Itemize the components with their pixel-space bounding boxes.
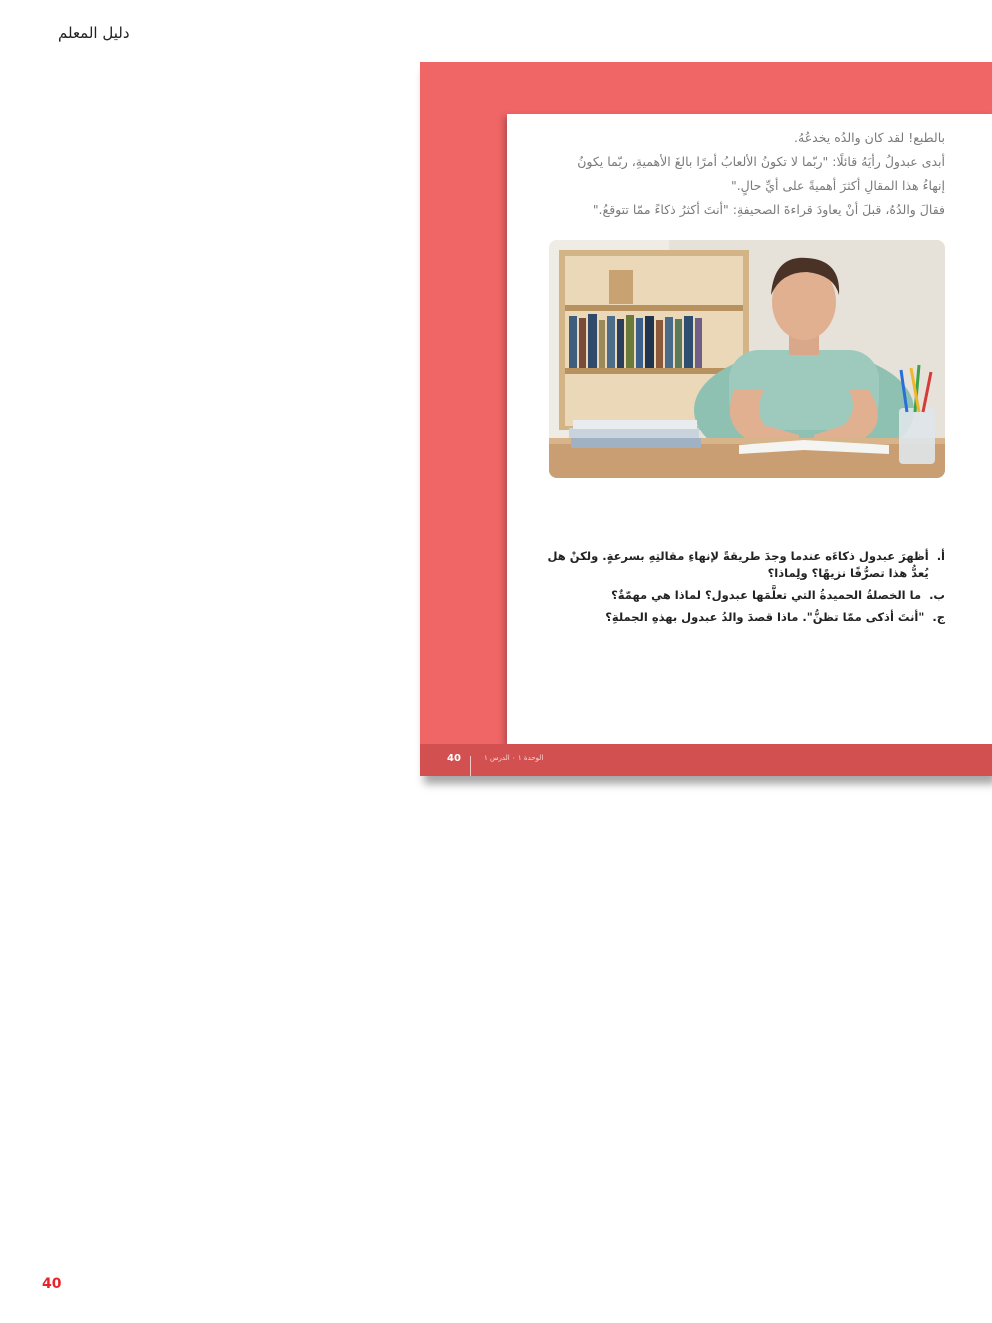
book-footer — [420, 744, 992, 776]
question-text: "أنتَ أذكى ممّا تظنُّ". ماذا قصدَ والدُ عبدول بهذهِ الجملةِ؟ — [605, 610, 925, 624]
question-label: أ. — [936, 549, 945, 563]
guide-title: دليل المعلم — [58, 24, 130, 42]
question-label: ب. — [929, 588, 945, 602]
story-line: إنهاءُ هذا المقالِ أكثرَ أهميةً على أيِّ حالٍ." — [730, 178, 945, 193]
photo-illustration — [549, 240, 945, 478]
questions-list — [545, 548, 945, 631]
question-text: أظهرَ عبدول ذكاءَه عندما وجدَ طريقةً لإنهاءِ مقالتِهِ بسرعةٍ. ولكنْ هل يُعدُّ هذا تصرُّفًا نزيهًا؟ ولِماذا؟ — [547, 549, 929, 580]
question-label: ج. — [932, 610, 945, 624]
story-line: أبدى عبدولُ رأيَهُ قائلًا: "ربّما لا تكونُ الألعابُ أمرًا بالغَ الأهميةِ، ربّما يكونُ — [577, 154, 945, 169]
question-item — [545, 587, 945, 604]
question-item — [545, 548, 945, 582]
student-reading-photo — [549, 240, 945, 478]
book-page-frame — [420, 62, 992, 776]
story-text — [525, 126, 945, 222]
story-line: بالطبع! لقد كان والدُه يخدعُهُ. — [794, 130, 945, 145]
story-line: فقالَ والدُهُ، قبلَ أنْ يعاودَ قراءةَ الصحيفةِ: "أنتَ أكثرُ ذكاءً ممّا تتوقعُ." — [592, 202, 945, 217]
footer-page-number: 40 — [447, 753, 461, 764]
book-inner-page — [507, 114, 992, 744]
question-item — [545, 609, 945, 626]
page-number: 40 — [42, 1276, 62, 1292]
footer-divider — [470, 756, 471, 776]
question-text: ما الخصلةُ الحميدةُ التي تعلَّمَها عبدول؟ لماذا هي مهمّةٌ؟ — [611, 588, 922, 602]
footer-lesson-label: الوحدة ١ ٠ الدرس ١ — [484, 754, 544, 762]
